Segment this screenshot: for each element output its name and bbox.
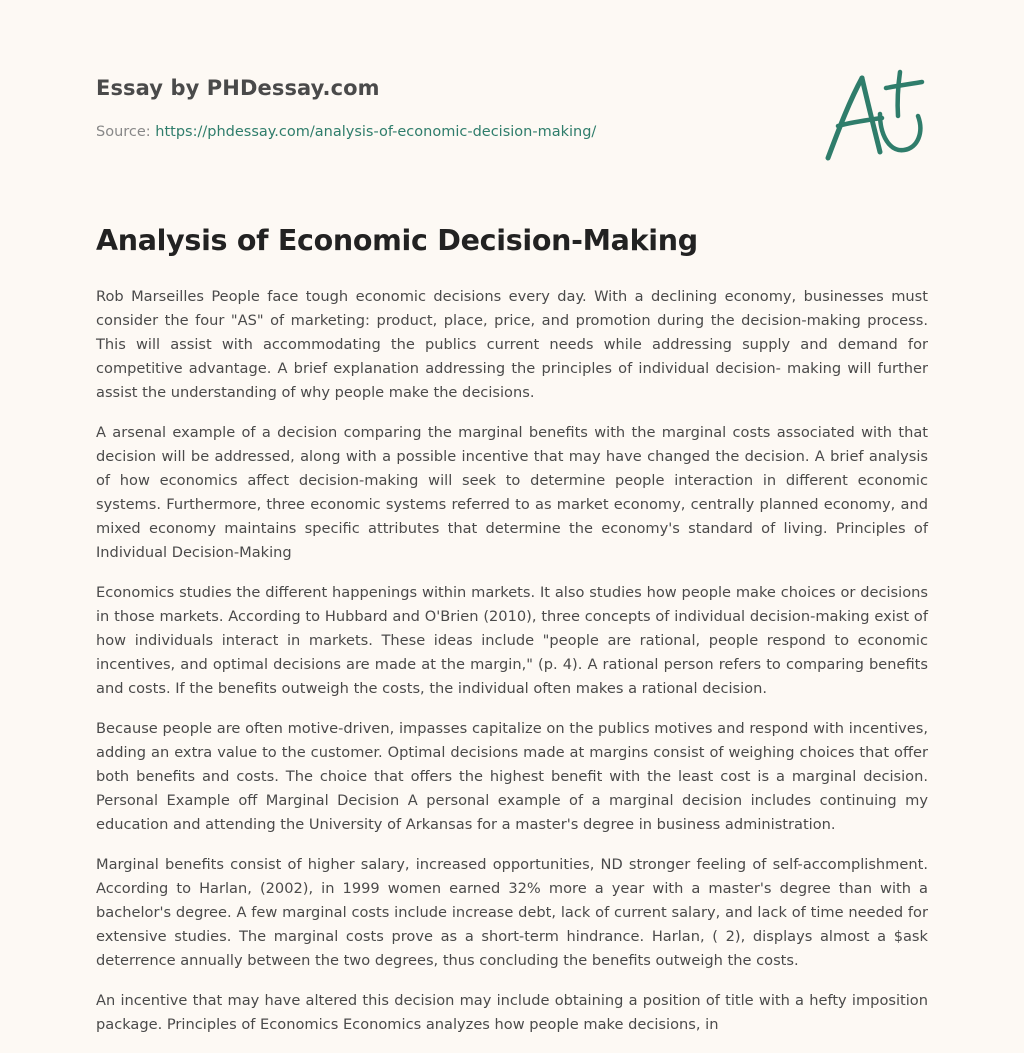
page-title: Analysis of Economic Decision-Making xyxy=(96,224,698,257)
source-label: Source: xyxy=(96,124,151,140)
paragraph: Economics studies the different happenings within markets. It also studies how people make choices or decisions in those markets. According to Hubbard and O'Brien (2010), three concepts of individual decision-making exist of how individuals interact in markets. These ideas include "people are rational, people respond to economic incentives, and optimal decisions are made at the margin," (p. 4). A rational person refers to comparing benefits and costs. If the benefits outweigh the costs, the individual often makes a rational decision. xyxy=(96,584,928,697)
paragraph: An incentive that may have altered this decision may include obtaining a position of title with a hefty imposition package. Principles of Economics Economics analyzes how people make decisions, in xyxy=(96,992,928,1033)
a-plus-logo-icon xyxy=(824,66,928,166)
paragraph: Marginal benefits consist of higher salary, increased opportunities, ND stronger feeling of self-accomplishment. According to Harlan, (2002), in 1999 women earned 32% more a year with a master's degree than with a bachelor's degree. A few marginal costs include increase debt, lack of current salary, and lack of time needed for extensive studies. The marginal costs prove as a short-term hindrance. Harlan, ( 2), displays almost a $ask deterrence annually between the two degrees, thus concluding the benefits outweigh the costs. xyxy=(96,856,928,969)
paragraph: Because people are often motive-driven, impasses capitalize on the publics motives and respond with incentives, adding an extra value to the customer. Optimal decisions made at margins consist of weighing choices that offer both benefits and costs. The choice that offers the highest benefit with the least cost is a marginal decision. Personal Example off Marginal Decision A personal example of a marginal decision includes continuing my education and attending the University of Arkansas for a master's degree in business administration. xyxy=(96,720,928,833)
paragraph: A arsenal example of a decision comparing the marginal benefits with the marginal costs associated with that decision will be addressed, along with a possible incentive that may have changed the decision. A brief analysis of how economics affect decision-making will seek to determine people interaction in different economic systems. Furthermore, three economic systems referred to as market economy, centrally planned economy, and mixed economy maintains specific attributes that determine the economy's standard of living. Principles of Individual Decision-Making xyxy=(96,424,928,561)
paragraph: Rob Marseilles People face tough economic decisions every day. With a declining economy, businesses must consider the four "AS" of marketing: product, place, price, and promotion during the decision-making process. This will assist with accommodating the publics current needs while addressing supply and demand for competitive advantage. A brief explanation addressing the principles of individual decision- making will further assist the understanding of why people make the decisions. xyxy=(96,288,928,401)
source-line xyxy=(96,124,596,140)
source-link[interactable]: https://phdessay.com/analysis-of-economic-decision-making/ xyxy=(155,124,597,140)
brand-title: Essay by PHDessay.com xyxy=(96,76,380,100)
essay-body xyxy=(96,285,928,1053)
essay-header xyxy=(96,0,928,200)
